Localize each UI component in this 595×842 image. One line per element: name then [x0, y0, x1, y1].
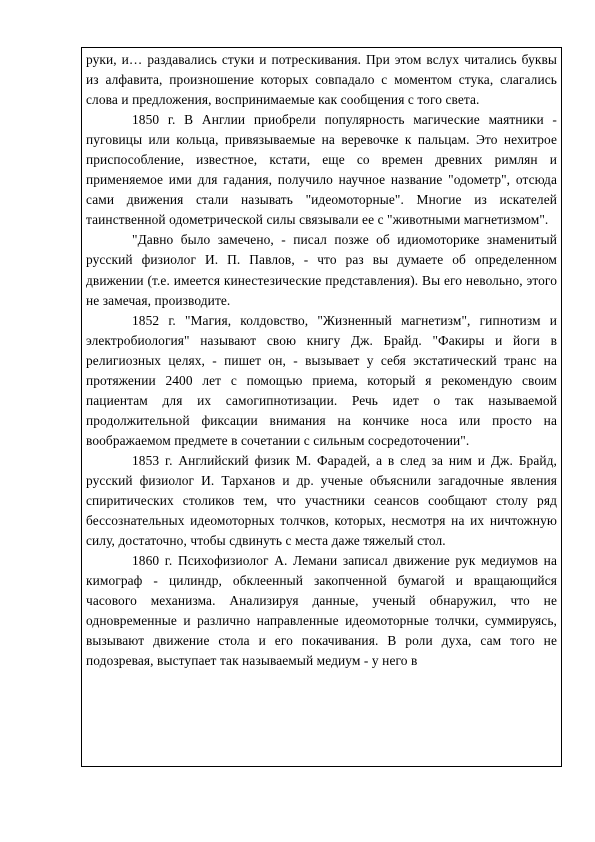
paragraph-5: 1853 г. Английский физик М. Фарадей, а в след за ним и Дж. Брайд, русский физиолог И. Тарханов и др. ученые объяснили загадочные явления спиритических столиков тем, что участники сеансов сообщают столу ряд бессознательных идеомоторных толчков, которых, несмотря на их ничтожную силу, достаточно, чтобы сдвинуть с места даже тяжелый стол. — [86, 452, 557, 549]
page-frame — [81, 47, 562, 767]
document-body — [86, 50, 557, 671]
paragraph-3: "Давно было замечено, - писал позже об идиомоторике знаменитый русский физиолог И. П. Павлов, - что раз вы думаете об определенном движении (т.е. имеется кинестезические представления). Вы его невольно, этого не замечая, производите. — [86, 232, 557, 308]
paragraph-1: руки, и… раздавались стуки и потрескивания. При этом вслух читались буквы из алфавита, произношение которых совпадало с моментом стука, слагались слова и предложения, воспринимаемые как сообщения с того света. — [86, 52, 557, 108]
paragraph-2: 1850 г. В Англии приобрели популярность магические маятники - пуговицы или кольца, привязываемые на веревочке к пальцам. Это нехитрое приспособление, известное, кстати, еще со времен древних римлян и применяемое ими для гадания, получило научное название "одометр", отсюда сами движения стали называть "идеомоторные". Многие из искателей таинственной одометрической силы связывали ее с "животными магнетизмом". — [86, 112, 557, 228]
paragraph-4: 1852 г. "Магия, колдовство, "Жизненный магнетизм", гипнотизм и электробиология" называют свою книгу Дж. Брайд. "Факиры и йоги в религиозных целях, - пишет он, - вызывает у себя экстатический транс на протяжении 2400 лет с помощью приема, который я рекомендую своим пациентам для их самогипнотизации. Речь идет о так называемой продолжительной фиксации внимания на кончике носа или просто на воображаемом предмете в сочетании с сильным сосредоточении". — [86, 312, 557, 448]
paragraph-6: 1860 г. Психофизиолог А. Лемани записал движение рук медиумов на кимограф - цилиндр, обклеенный закопченной бумагой и вращающийся часового механизма. Анализируя данные, ученый обнаружил, что не одновременные и различно направленные идеомоторные толчки, суммируясь, вызывают движение стола и его покачивания. В роли духа, сам того не подозревая, выступает так называемый медиум - у него в — [86, 553, 557, 669]
